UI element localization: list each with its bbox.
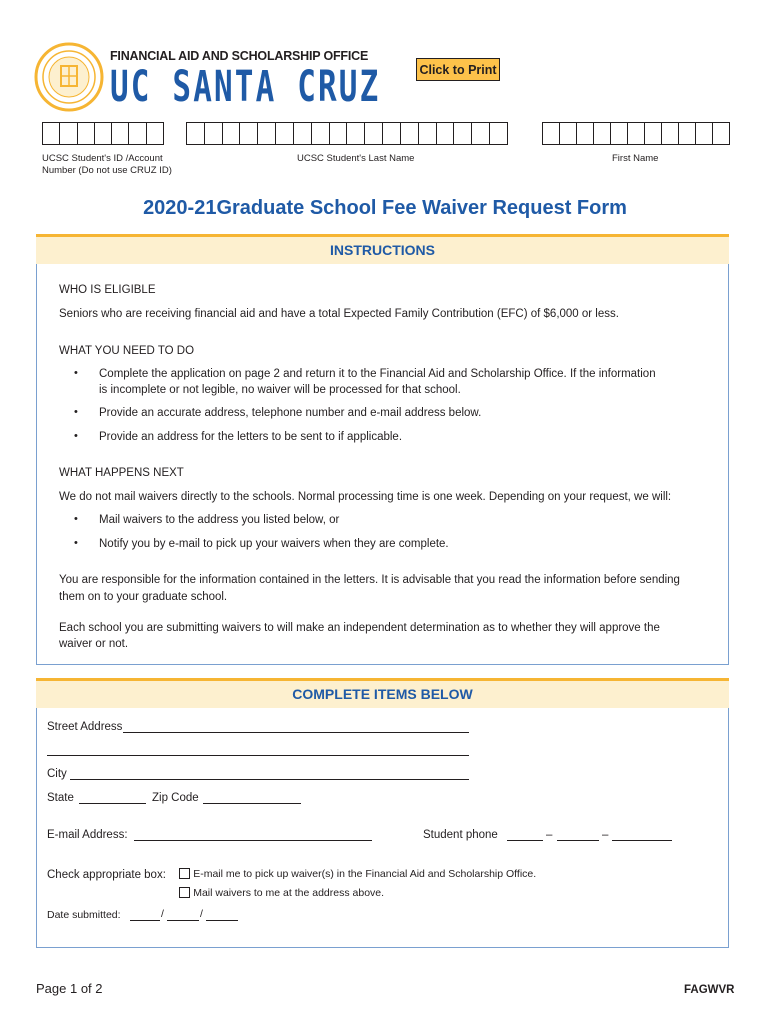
zip-label: Zip Code: [152, 792, 199, 804]
date-day-line[interactable]: [167, 920, 199, 921]
date-year-line[interactable]: [206, 920, 238, 921]
check-box-label: Check appropriate box:: [47, 869, 166, 881]
option-email-checkbox[interactable]: [179, 868, 190, 879]
date-submitted-label: Date submitted:: [47, 909, 121, 921]
next-text: We do not mail waivers directly to the schools. Normal processing time is one week. Depending on your request, we will:: [59, 491, 672, 503]
last-name-boxes[interactable]: [186, 122, 508, 145]
city-label: City: [47, 768, 67, 780]
email-line[interactable]: [134, 840, 372, 841]
office-name: FINANCIAL AID AND SCHOLARSHIP OFFICE: [110, 49, 369, 63]
student-id-label: UCSC Student's ID /Account Number (Do not use CRUZ ID): [42, 153, 172, 176]
instructions-heading: INSTRUCTIONS: [36, 234, 729, 264]
bullet: •: [74, 406, 78, 418]
email-label: E-mail Address:: [47, 829, 128, 841]
phone-dash: –: [602, 829, 609, 841]
first-name-label: First Name: [612, 153, 659, 164]
brand-wordmark: UC SANTA CRUZ: [110, 62, 381, 112]
responsible-text-2: them on to your graduate school.: [59, 591, 228, 603]
option-mail-row: [179, 885, 384, 902]
date-slash: /: [200, 908, 203, 920]
city-line[interactable]: [70, 779, 469, 780]
date-month-line[interactable]: [130, 920, 160, 921]
street-address-line-2[interactable]: [47, 755, 469, 756]
street-address-line-1[interactable]: [123, 732, 469, 733]
eligible-text: Seniors who are receiving financial aid and have a total Expected Family Contribution (EFC) of $6,000 or less.: [59, 308, 619, 320]
bullet: •: [74, 367, 78, 379]
option-email-text: E-mail me to pick up waiver(s) in the Financial Aid and Scholarship Office.: [193, 868, 537, 880]
complete-items-heading: COMPLETE ITEMS BELOW: [36, 678, 729, 708]
each-school-text-1: Each school you are submitting waivers to will make an independent determination as to whether they will approve the: [59, 622, 660, 634]
complete-items-panel: [36, 678, 729, 948]
student-id-boxes[interactable]: [42, 122, 164, 145]
eligible-heading: WHO IS ELIGIBLE: [59, 284, 156, 296]
option-email-row: [179, 866, 536, 883]
need-item-3: Provide an address for the letters to be sent to if applicable.: [99, 431, 403, 443]
each-school-text-2: waiver or not.: [59, 638, 129, 650]
next-heading: WHAT HAPPENS NEXT: [59, 467, 184, 479]
street-address-label: Street Address: [47, 721, 123, 733]
form-title: 2020-21Graduate School Fee Waiver Request Form: [143, 197, 627, 219]
need-item-2: Provide an accurate address, telephone number and e-mail address below.: [99, 407, 482, 419]
last-name-label: UCSC Student's Last Name: [297, 153, 415, 164]
state-line[interactable]: [79, 803, 146, 804]
form-code: FAGWVR: [684, 984, 735, 996]
phone-dash: –: [546, 829, 553, 841]
date-slash: /: [161, 908, 164, 920]
page-number: Page 1 of 2: [36, 981, 103, 996]
need-item-1-cont: is incomplete or not legible, no waiver will be processed for that school.: [99, 384, 461, 396]
need-heading: WHAT YOU NEED TO DO: [59, 345, 195, 357]
phone-prefix-line[interactable]: [557, 840, 599, 841]
responsible-text-1: You are responsible for the information contained in the letters. It is advisable that you read the information before sending: [59, 574, 680, 586]
bullet: •: [74, 513, 78, 525]
bullet: •: [74, 430, 78, 442]
need-item-1: Complete the application on page 2 and return it to the Financial Aid and Scholarship Office. If the information: [99, 368, 656, 380]
option-mail-checkbox[interactable]: [179, 887, 190, 898]
zip-line[interactable]: [203, 803, 301, 804]
next-item-2: Notify you by e-mail to pick up your waivers when they are complete.: [99, 538, 449, 550]
first-name-boxes[interactable]: [542, 122, 730, 145]
state-label: State: [47, 792, 74, 804]
phone-line-number-line[interactable]: [612, 840, 672, 841]
bullet: •: [74, 537, 78, 549]
uc-seal-logo: [34, 42, 104, 112]
option-mail-text: Mail waivers to me at the address above.: [193, 887, 385, 899]
print-button[interactable]: Click to Print: [416, 58, 500, 81]
next-item-1: Mail waivers to the address you listed below, or: [99, 514, 340, 526]
phone-area-line[interactable]: [507, 840, 543, 841]
phone-label: Student phone: [423, 829, 498, 841]
